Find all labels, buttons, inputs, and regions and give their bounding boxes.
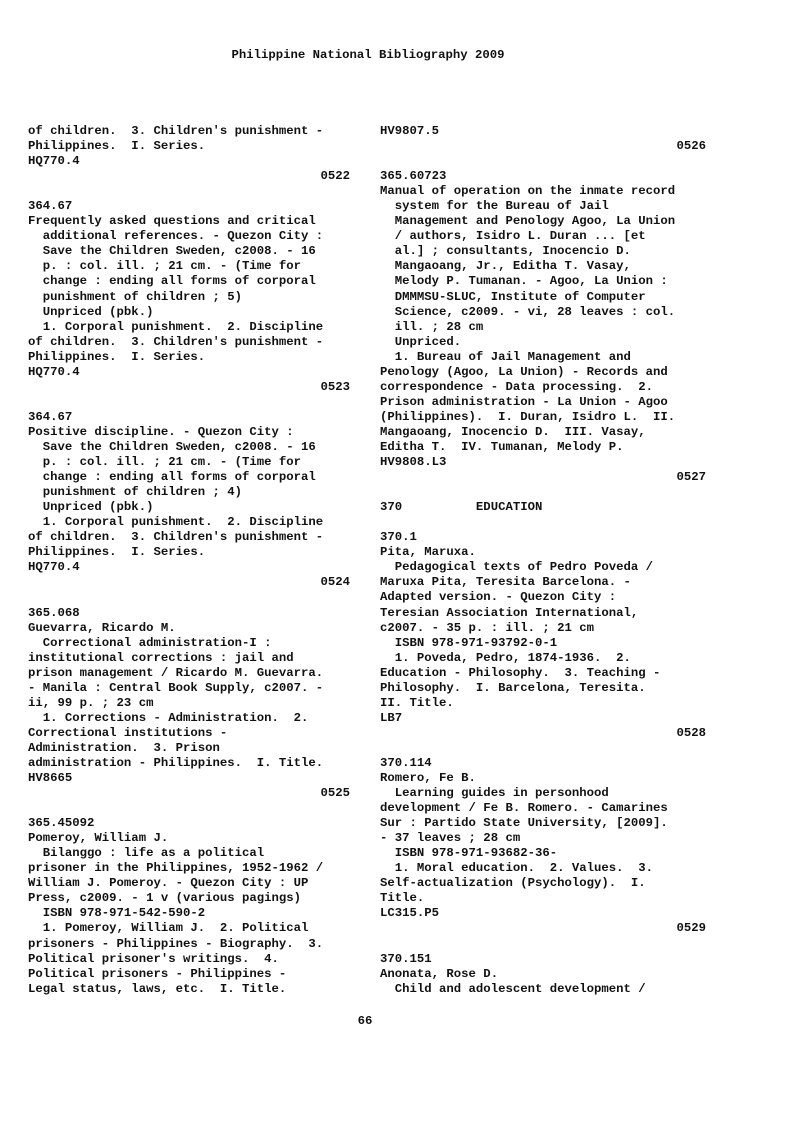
entry-control-number: 0527 [676, 470, 706, 485]
running-header: Philippine National Bibliography 2009 [231, 48, 505, 62]
bibliography-line: 1. Bureau of Jail Management and [380, 349, 631, 364]
entry-control-number: 0523 [320, 379, 350, 394]
bibliography-line: 1. Corporal punishment. 2. Discipline [28, 319, 324, 334]
bibliography-line: LC315.P5 [380, 906, 440, 921]
bibliography-line: Anonata, Rose D. [380, 966, 499, 981]
bibliography-line: Teresian Association International, [380, 605, 639, 620]
bibliography-line: al.] ; consultants, Inocencio D. [380, 244, 631, 259]
bibliography-line: 1. Pomeroy, William J. 2. Political [28, 921, 309, 936]
bibliography-line: Management and Penology Agoo, La Union [380, 214, 676, 229]
bibliography-line: HV8665 [28, 771, 73, 786]
entry-control-number: 0528 [676, 725, 706, 740]
bibliography-line: Prison administration - La Union - Agoo [380, 394, 668, 409]
bibliography-line: punishment of children ; 4) [28, 485, 243, 500]
bibliography-line: change : ending all forms of corporal [28, 470, 316, 485]
bibliography-line: Unpriced (pbk.) [28, 500, 154, 515]
bibliography-line: Frequently asked questions and critical [28, 214, 316, 229]
bibliography-line: additional references. - Quezon City : [28, 229, 324, 244]
right-column [380, 124, 706, 997]
bibliography-line: - 37 leaves ; 28 cm [380, 831, 521, 846]
bibliography-line: DMMMSU-SLUC, Institute of Computer [380, 289, 646, 304]
bibliography-line: of children. 3. Children's punishment - [28, 530, 324, 545]
bibliography-line [28, 395, 350, 410]
bibliography-line: 365.45092 [28, 816, 95, 831]
bibliography-line: HQ770.4 [28, 560, 80, 575]
bibliography-line: 1. Moral education. 2. Values. 3. [380, 861, 654, 876]
bibliography-line: 370.114 [380, 755, 432, 770]
bibliography-line: c2007. - 35 p. : ill. ; 21 cm [380, 620, 595, 635]
bibliography-line: 1. Poveda, Pedro, 1874-1936. 2. [380, 650, 631, 665]
bibliography-line [380, 154, 706, 169]
bibliography-line: Political prisoners - Philippines - [28, 966, 287, 981]
bibliography-line: ii, 99 p. ; 23 cm [28, 695, 154, 710]
page-number: 66 [357, 1014, 373, 1028]
bibliography-line: prisoner in the Philippines, 1952-1962 / [28, 861, 324, 876]
bibliography-line: Unpriced (pbk.) [28, 304, 154, 319]
bibliography-line: LB7 [380, 710, 403, 725]
bibliography-line: Philippines. I. Series. [28, 139, 206, 154]
bibliography-line [380, 515, 706, 530]
bibliography-line [28, 590, 350, 605]
bibliography-line: punishment of children ; 5) [28, 289, 243, 304]
bibliography-line: Mangaoang, Jr., Editha T. Vasay, [380, 259, 631, 274]
bibliography-line: Administration. 3. Prison [28, 740, 220, 755]
bibliography-line: ISBN 978-971-542-590-2 [28, 906, 206, 921]
bibliography-line: Mangaoang, Inocencio D. III. Vasay, [380, 424, 646, 439]
bibliography-line: Science, c2009. - vi, 28 leaves : col. [380, 304, 676, 319]
bibliography-line: 365.60723 [380, 169, 447, 184]
entry-control-number: 0529 [676, 921, 706, 936]
bibliography-line: 370.1 [380, 530, 417, 545]
bibliography-line: ISBN 978-971-93682-36- [380, 846, 558, 861]
bibliography-line: administration - Philippines. I. Title. [28, 755, 324, 770]
bibliography-line: development / Fe B. Romero. - Camarines [380, 801, 668, 816]
bibliography-line: Correctional institutions - [28, 725, 228, 740]
bibliography-line: 365.068 [28, 605, 80, 620]
bibliography-line: Political prisoner's writings. 4. [28, 951, 279, 966]
entry-control-number: 0526 [676, 139, 706, 154]
bibliography-line: - Manila : Central Book Supply, c2007. - [28, 680, 324, 695]
bibliography-line: HV9808.L3 [380, 455, 447, 470]
bibliography-line: Maruxa Pita, Teresita Barcelona. - [380, 575, 631, 590]
bibliography-line: Pita, Maruxa. [380, 545, 476, 560]
bibliography-line: correspondence - Data processing. 2. [380, 379, 654, 394]
bibliography-line: ill. ; 28 cm [380, 319, 484, 334]
bibliography-line: change : ending all forms of corporal [28, 274, 316, 289]
bibliography-line: Correctional administration-I : [28, 635, 272, 650]
bibliography-line: Manual of operation on the inmate record [380, 184, 676, 199]
bibliography-line: Self-actualization (Psychology). I. [380, 876, 646, 891]
bibliography-line: (Philippines). I. Duran, Isidro L. II. [380, 409, 676, 424]
bibliography-line: Melody P. Tumanan. - Agoo, La Union : [380, 274, 668, 289]
bibliography-line: 370 EDUCATION [380, 500, 543, 515]
bibliography-line [380, 485, 706, 500]
bibliography-line: Pedagogical texts of Pedro Poveda / [380, 560, 654, 575]
entry-control-number: 0525 [320, 786, 350, 801]
bibliography-line [28, 184, 350, 199]
bibliography-line: HQ770.4 [28, 154, 80, 169]
entry-control-number: 0524 [320, 575, 350, 590]
bibliography-line: HQ770.4 [28, 364, 80, 379]
bibliography-line: Romero, Fe B. [380, 771, 476, 786]
bibliography-line: Learning guides in personhood [380, 786, 609, 801]
bibliography-line: of children. 3. Children's punishment - [28, 334, 324, 349]
bibliography-line: Pomeroy, William J. [28, 831, 169, 846]
bibliography-line: 370.151 [380, 951, 432, 966]
bibliography-line: p. : col. ill. ; 21 cm. - (Time for [28, 455, 302, 470]
bibliography-line: Education - Philosophy. 3. Teaching - [380, 665, 661, 680]
bibliography-line: Child and adolescent development / [380, 981, 646, 996]
bibliography-line: system for the Bureau of Jail [380, 199, 609, 214]
bibliography-line: Penology (Agoo, La Union) - Records and [380, 364, 668, 379]
bibliography-line: Legal status, laws, etc. I. Title. [28, 981, 287, 996]
bibliography-line: Save the Children Sweden, c2008. - 16 [28, 244, 316, 259]
bibliography-line: Philosophy. I. Barcelona, Teresita. [380, 680, 646, 695]
bibliography-line: Bilanggo : life as a political [28, 846, 265, 861]
bibliography-line [28, 801, 350, 816]
bibliography-line: Title. [380, 891, 425, 906]
bibliography-line: Sur : Partido State University, [2009]. [380, 816, 668, 831]
bibliography-line: Philippines. I. Series. [28, 545, 206, 560]
entry-control-number: 0522 [320, 169, 350, 184]
bibliography-line: HV9807.5 [380, 124, 440, 138]
bibliography-line: William J. Pomeroy. - Quezon City : UP [28, 876, 309, 891]
bibliography-line: Philippines. I. Series. [28, 349, 206, 364]
bibliography-line: Save the Children Sweden, c2008. - 16 [28, 439, 316, 454]
bibliography-line: ISBN 978-971-93792-0-1 [380, 635, 558, 650]
bibliography-line: Guevarra, Ricardo M. [28, 620, 176, 635]
bibliography-line: institutional corrections : jail and [28, 650, 294, 665]
bibliography-line: Positive discipline. - Quezon City : [28, 424, 294, 439]
bibliography-line: 364.67 [28, 409, 73, 424]
left-column [28, 124, 350, 997]
bibliography-line [380, 937, 706, 952]
bibliography-line: 1. Corporal punishment. 2. Discipline [28, 515, 324, 530]
bibliography-line: Adapted version. - Quezon City : [380, 590, 617, 605]
bibliography-line: II. Title. [380, 695, 454, 710]
bibliography-line: Editha T. IV. Tumanan, Melody P. [380, 439, 624, 454]
bibliography-line: of children. 3. Children's punishment - [28, 124, 324, 138]
bibliography-line: prison management / Ricardo M. Guevarra. [28, 665, 324, 680]
bibliography-line: prisoners - Philippines - Biography. 3. [28, 936, 324, 951]
bibliography-line: 364.67 [28, 199, 73, 214]
bibliography-line: p. : col. ill. ; 21 cm. - (Time for [28, 259, 302, 274]
bibliography-line: / authors, Isidro L. Duran ... [et [380, 229, 646, 244]
bibliography-line [380, 741, 706, 756]
bibliography-line: Press, c2009. - 1 v (various pagings) [28, 891, 302, 906]
bibliography-line: 1. Corrections - Administration. 2. [28, 710, 309, 725]
bibliography-line: Unpriced. [380, 334, 462, 349]
